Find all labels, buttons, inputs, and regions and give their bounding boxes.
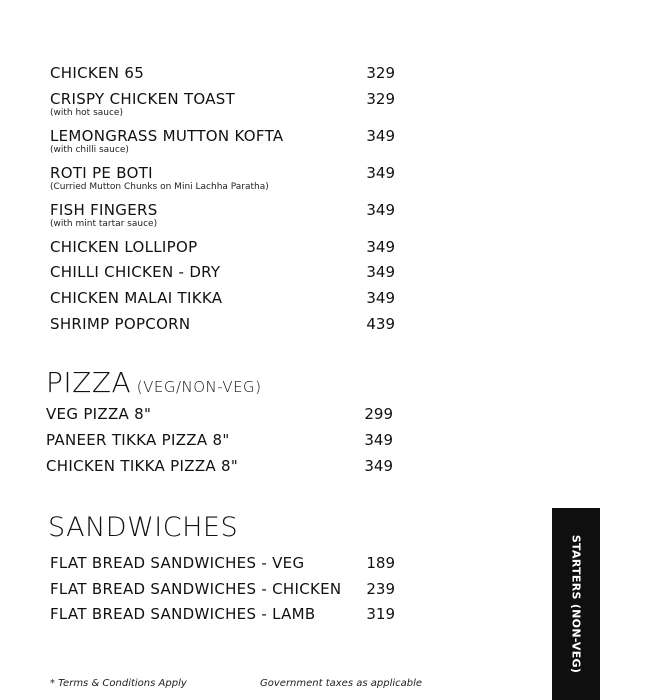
section-heading-sandwiches — [48, 512, 238, 543]
item-name: CHICKEN LOLLIPOP — [50, 238, 198, 256]
item-price: 319 — [366, 605, 395, 623]
item-name: FLAT BREAD SANDWICHES - VEG — [50, 554, 305, 572]
item-name: LEMONGRASS MUTTON KOFTA — [50, 127, 284, 145]
item-price: 329 — [366, 90, 395, 108]
item-name: VEG PIZZA 8" — [46, 405, 152, 423]
item-name: PANEER TIKKA PIZZA 8" — [46, 431, 230, 449]
section-title: SANDWICHES — [48, 512, 239, 543]
item-price: 239 — [366, 580, 395, 598]
item-price: 349 — [364, 457, 393, 475]
item-price: 349 — [366, 263, 395, 281]
item-name: CHILLI CHICKEN - DRY — [50, 263, 221, 281]
item-name: CHICKEN 65 — [50, 64, 145, 82]
item-note: (with chilli sauce) — [50, 145, 129, 155]
item-note: (with hot sauce) — [50, 108, 123, 118]
section-title: PIZZA — [46, 366, 132, 399]
item-price: 349 — [366, 201, 395, 219]
item-name: SHRIMP POPCORN — [50, 315, 191, 333]
item-price: 329 — [366, 64, 395, 82]
section-side-tab — [552, 508, 600, 700]
section-subtitle: (VEG/NON-VEG) — [136, 378, 262, 396]
item-price: 349 — [364, 431, 393, 449]
item-name: CHICKEN TIKKA PIZZA 8" — [46, 457, 239, 475]
item-price: 349 — [366, 127, 395, 145]
item-name: ROTI PE BOTI — [50, 164, 153, 182]
item-name: CRISPY CHICKEN TOAST — [50, 90, 236, 108]
item-name: FLAT BREAD SANDWICHES - LAMB — [50, 605, 316, 623]
item-price: 349 — [366, 289, 395, 307]
item-note: (with mint tartar sauce) — [50, 219, 158, 229]
item-note: (Curried Mutton Chunks on Mini Lachha Paratha) — [50, 182, 269, 192]
item-name: CHICKEN MALAI TIKKA — [50, 289, 223, 307]
terms-note: * Terms & Conditions Apply — [50, 678, 187, 689]
item-name: FLAT BREAD SANDWICHES - CHICKEN — [50, 580, 342, 598]
item-price: 189 — [366, 554, 395, 572]
item-name: FISH FINGERS — [50, 201, 158, 219]
item-price: 439 — [366, 315, 395, 333]
side-tab-label: STARTERS (NON-VEG) — [569, 534, 583, 674]
item-price: 349 — [366, 238, 395, 256]
section-heading-pizza — [46, 366, 262, 399]
taxes-note: Government taxes as applicable — [260, 678, 423, 689]
item-price: 299 — [364, 405, 393, 423]
item-price: 349 — [366, 164, 395, 182]
